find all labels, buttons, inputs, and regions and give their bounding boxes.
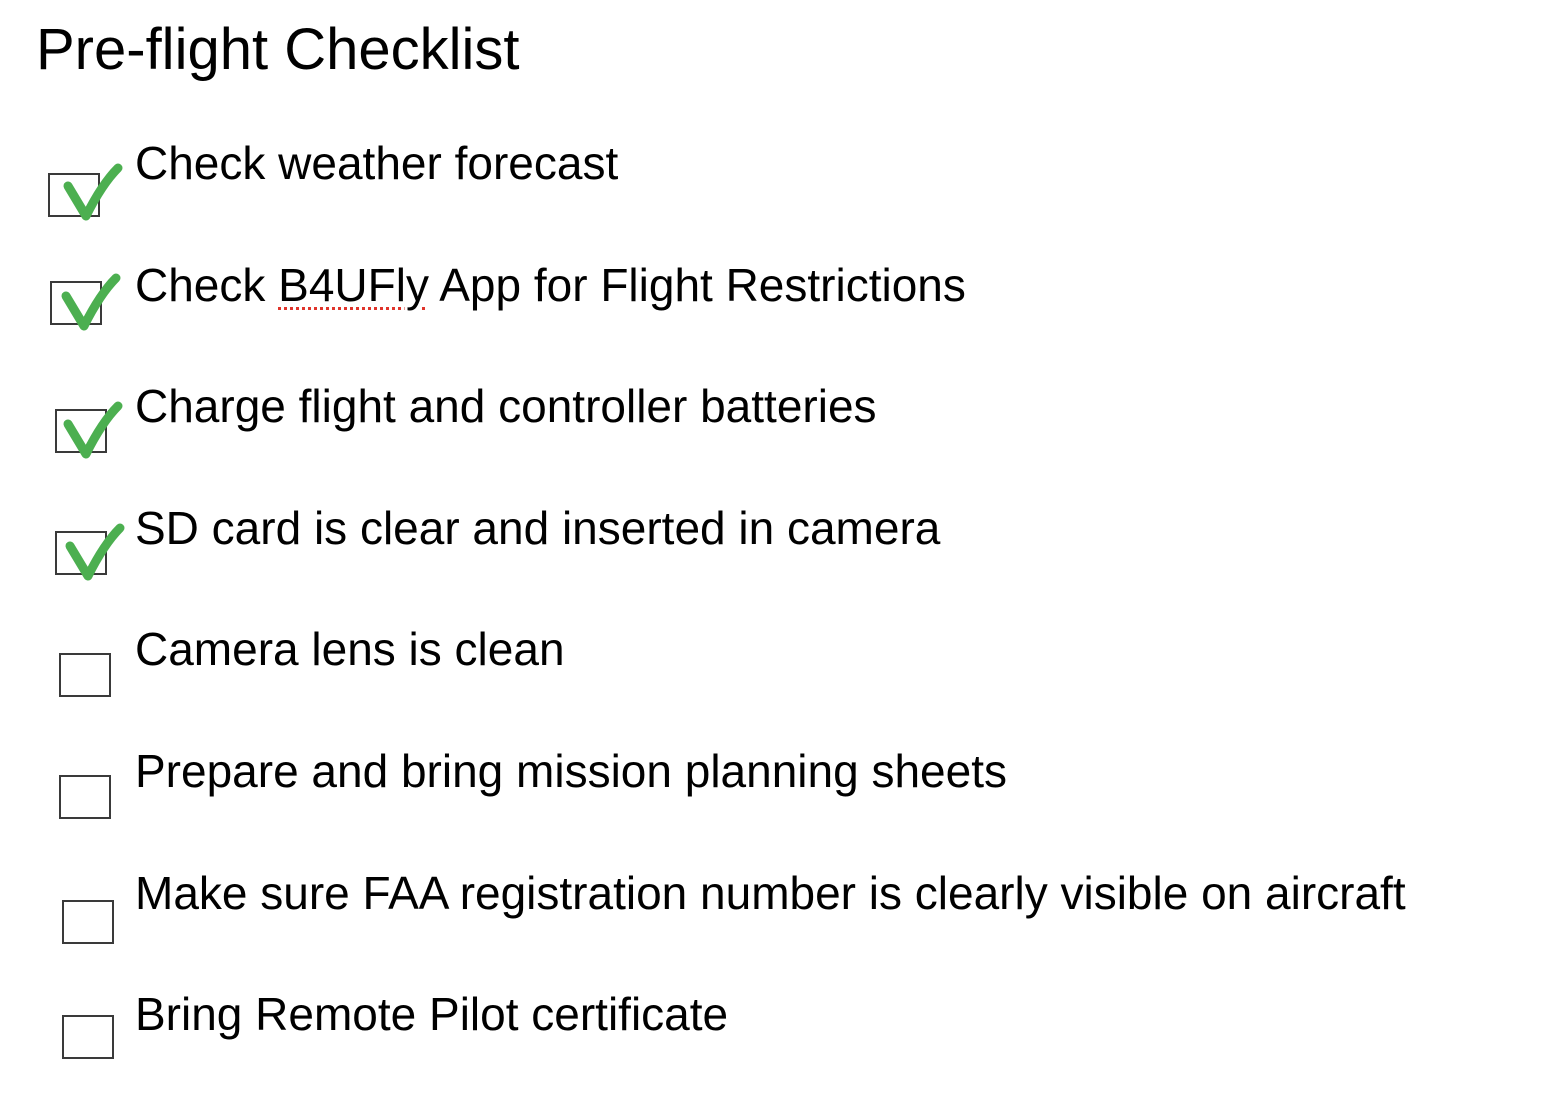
- spellcheck-flagged-word[interactable]: B4UFly: [278, 259, 429, 311]
- checklist-item-label: Make sure FAA registration number is clearly visible on aircraft: [135, 867, 1406, 919]
- checkmark-icon: [60, 160, 140, 220]
- checklist-item-label: Camera lens is clean: [135, 623, 565, 675]
- checkbox[interactable]: [59, 775, 111, 819]
- checklist-item-label: Charge flight and controller batteries: [135, 380, 877, 432]
- checklist-item-label: SD card is clear and inserted in camera: [135, 502, 941, 554]
- checklist-item-label: Prepare and bring mission planning sheets: [135, 745, 1007, 797]
- checkmark-icon: [58, 270, 138, 330]
- checkbox[interactable]: [59, 653, 111, 697]
- checklist-item-label: [135, 257, 966, 313]
- checklist-item-label: Check weather forecast: [135, 137, 619, 189]
- label-text: App for Flight Restrictions: [428, 259, 966, 311]
- checklist-item-label: Bring Remote Pilot certificate: [135, 988, 729, 1040]
- label-text: Check: [135, 259, 279, 311]
- checkbox[interactable]: [62, 900, 114, 944]
- checkmark-icon: [62, 520, 142, 580]
- page-title: Pre-flight Checklist: [36, 17, 520, 82]
- checkmark-icon: [60, 398, 140, 458]
- checkbox[interactable]: [62, 1015, 114, 1059]
